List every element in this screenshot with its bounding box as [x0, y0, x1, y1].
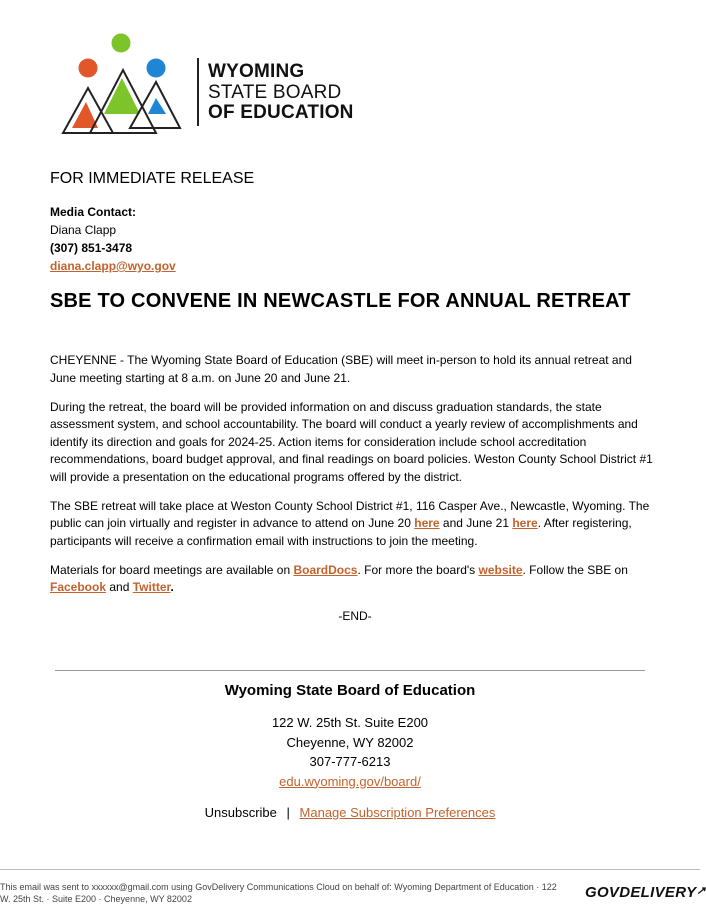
govdelivery-arrow-icon: ↗ — [696, 885, 706, 897]
p4-text-e: . — [170, 580, 174, 594]
footer-address-2: Cheyenne, WY 82002 — [286, 734, 414, 750]
p4-text-b: . For more the board's — [357, 562, 479, 577]
boarddocs-link[interactable]: BoardDocs — [293, 562, 358, 577]
manage-preferences-link[interactable]: Manage Subscription Preferences — [299, 805, 496, 820]
logo-line-1: WYOMING — [208, 61, 305, 82]
paragraph-3 — [50, 498, 660, 551]
footer-org-name: Wyoming State Board of Education — [224, 682, 476, 699]
end-marker: -END- — [338, 609, 372, 623]
legal-text: This email was sent to xxxxxx@gmail.com using GovDelivery Communications Cloud on behalf of: Wyoming Department of Education · 122 W. 25th St. · Suite E200 · Cheyenne, WY 82002 — [0, 882, 557, 904]
p3-text-b: and June 21 — [439, 516, 513, 530]
contact-email-link[interactable]: diana.clapp@wyo.gov — [50, 259, 176, 273]
logo-line-3: OF EDUCATION — [208, 102, 354, 123]
govdelivery-logo — [585, 884, 706, 901]
footer-phone: 307-777-6213 — [309, 754, 391, 769]
contact-label: Media Contact: — [50, 205, 137, 219]
headline: SBE TO CONVENE IN NEWCASTLE FOR ANNUAL RETREAT — [50, 290, 631, 312]
p4-text-d: and — [106, 580, 133, 594]
register-june-20-link[interactable]: here — [414, 516, 440, 530]
contact-name: Diana Clapp — [50, 223, 117, 237]
media-contact — [50, 203, 176, 275]
govdelivery-wordmark: GOVDELIVERY — [585, 884, 697, 901]
release-label: FOR IMMEDIATE RELEASE — [50, 170, 255, 187]
website-link[interactable]: website — [478, 562, 523, 577]
paragraph-1: CHEYENNE - The Wyoming State Board of Education (SBE) will meet in-person to hold its annual retreat and June meeting starting at 8 a.m. on June 20 and June 21. — [50, 353, 632, 385]
legal-divider — [0, 869, 700, 870]
register-june-21-link[interactable]: here — [512, 516, 538, 530]
logo-line-2: STATE BOARD — [208, 81, 342, 103]
facebook-link[interactable]: Facebook — [50, 580, 107, 594]
p4-text-a: Materials for board meetings are available on — [50, 562, 294, 577]
p3-text-a: The SBE retreat will take place at Weston County School District #1, 116 Casper Ave., Newcastle, Wyoming. The public can join virtually and register in advance to attend on June 20 — [50, 498, 650, 530]
footer-website-link[interactable]: edu.wyoming.gov/board/ — [279, 773, 421, 789]
footer-address-1: 122 W. 25th St. Suite E200 — [271, 715, 429, 730]
twitter-link[interactable]: Twitter — [132, 580, 171, 594]
subscription-links — [0, 805, 700, 820]
unsubscribe-link[interactable]: Unsubscribe — [204, 805, 277, 820]
paragraph-4 — [50, 562, 660, 597]
link-separator: | — [286, 805, 290, 820]
sbe-logo — [60, 30, 380, 140]
article-body — [50, 352, 660, 626]
footer — [0, 680, 700, 820]
p3-text-c: . After registering, participants will receive a confirmation email with instructions to join the meeting. — [50, 516, 632, 548]
p4-text-c: . Follow the SBE on — [522, 562, 628, 577]
contact-phone: (307) 851-3478 — [50, 241, 133, 255]
paragraph-2: During the retreat, the board will be provided information on and discuss graduation standards, the state assessment system, and school accountability. The board will conduct a yearly review of accomplishments and identify its direction and goals for 2024-25. Action items for consideration include school accreditation recommendations, board budget approval, and final readings on board policies. Weston County School District #1 will provide a presentation on the educational programs offered by the district. — [50, 399, 653, 484]
footer-divider — [55, 670, 645, 671]
sbe-logo-text — [208, 62, 354, 124]
